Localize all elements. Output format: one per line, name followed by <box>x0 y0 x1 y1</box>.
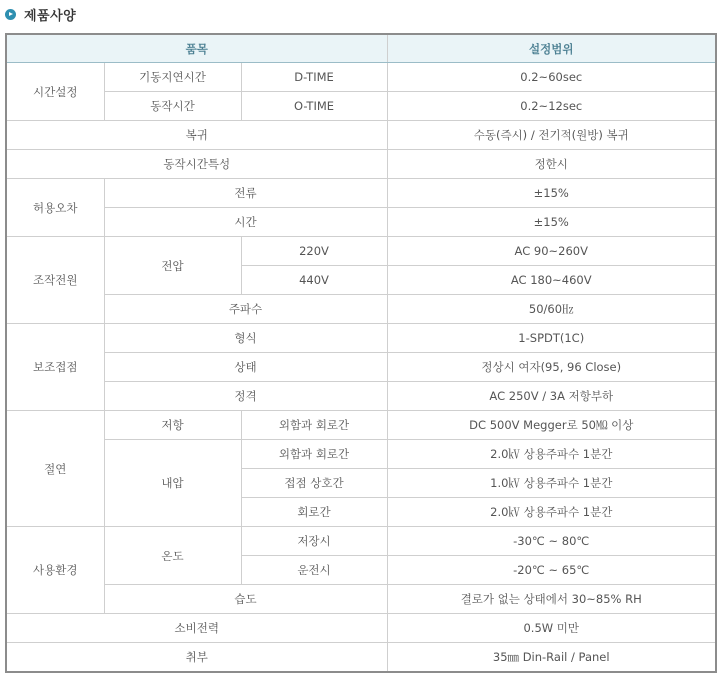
frequency-name: 주파수 <box>104 295 387 324</box>
table-row <box>6 237 716 266</box>
table-header-row <box>6 34 716 63</box>
table-row <box>6 324 716 353</box>
time-setting-label: 시간설정 <box>6 63 104 121</box>
header-range: 설정범위 <box>387 34 716 63</box>
tolerance-time-value: ±15% <box>387 208 716 237</box>
table-row <box>6 440 716 469</box>
withstand-contact-sub: 접점 상호간 <box>241 469 387 498</box>
operate-time-name: 동작시간 <box>104 92 241 121</box>
frequency-value: 50/60㎐ <box>387 295 716 324</box>
reset-value: 수동(즉시) / 전기적(원방) 복귀 <box>387 121 716 150</box>
aux-rating-name: 정격 <box>104 382 387 411</box>
reset-label: 복귀 <box>6 121 387 150</box>
power-consumption-label: 소비전력 <box>6 614 387 643</box>
voltage-220-name: 220V <box>241 237 387 266</box>
aux-contact-label: 보조접점 <box>6 324 104 411</box>
delay-time-name: 기동지연시간 <box>104 63 241 92</box>
mounting-value: 35㎜ Din-Rail / Panel <box>387 643 716 673</box>
table-row <box>6 121 716 150</box>
operating-characteristic-value: 정한시 <box>387 150 716 179</box>
environment-label: 사용환경 <box>6 527 104 614</box>
withstand-name: 내압 <box>104 440 241 527</box>
tolerance-current-name: 전류 <box>104 179 387 208</box>
header-item: 품목 <box>6 34 387 63</box>
insulation-resistance-value: DC 500V Megger로 50㏁ 이상 <box>387 411 716 440</box>
aux-state-name: 상태 <box>104 353 387 382</box>
table-row <box>6 411 716 440</box>
voltage-440-value: AC 180~460V <box>387 266 716 295</box>
tolerance-time-name: 시간 <box>104 208 387 237</box>
circle-arrow-icon <box>5 9 16 20</box>
storage-value: -30℃ ~ 80℃ <box>387 527 716 556</box>
table-row <box>6 643 716 673</box>
section-heading <box>5 4 76 24</box>
power-consumption-value: 0.5W 미만 <box>387 614 716 643</box>
mounting-label: 취부 <box>6 643 387 673</box>
aux-rating-value: AC 250V / 3A 저항부하 <box>387 382 716 411</box>
humidity-name: 습도 <box>104 585 387 614</box>
section-title: 제품사양 <box>24 8 77 24</box>
aux-state-value: 정상시 여자(95, 96 Close) <box>387 353 716 382</box>
temperature-label: 온도 <box>104 527 241 585</box>
delay-time-code: D-TIME <box>241 63 387 92</box>
tolerance-current-value: ±15% <box>387 179 716 208</box>
aux-type-value: 1-SPDT(1C) <box>387 324 716 353</box>
humidity-value: 결로가 없는 상태에서 30~85% RH <box>387 585 716 614</box>
operating-value: -20℃ ~ 65℃ <box>387 556 716 585</box>
table-row <box>6 295 716 324</box>
withstand-case-sub: 외함과 회로간 <box>241 440 387 469</box>
operating-characteristic-label: 동작시간특성 <box>6 150 387 179</box>
operate-time-code: O-TIME <box>241 92 387 121</box>
withstand-circuit-sub: 회로간 <box>241 498 387 527</box>
insulation-resistance-name: 저항 <box>104 411 241 440</box>
table-row <box>6 179 716 208</box>
voltage-440-name: 440V <box>241 266 387 295</box>
operating-name: 운전시 <box>241 556 387 585</box>
table-row <box>6 527 716 556</box>
delay-time-value: 0.2~60sec <box>387 63 716 92</box>
aux-type-name: 형식 <box>104 324 387 353</box>
table-row <box>6 150 716 179</box>
table-row <box>6 208 716 237</box>
table-row <box>6 585 716 614</box>
withstand-case-value: 2.0㎸ 상용주파수 1분간 <box>387 440 716 469</box>
control-power-label: 조작전원 <box>6 237 104 324</box>
voltage-220-value: AC 90~260V <box>387 237 716 266</box>
withstand-contact-value: 1.0㎸ 상용주파수 1분간 <box>387 469 716 498</box>
insulation-resistance-sub: 외함과 회로간 <box>241 411 387 440</box>
table-row <box>6 614 716 643</box>
table-row <box>6 382 716 411</box>
table-row <box>6 353 716 382</box>
table-row <box>6 92 716 121</box>
withstand-circuit-value: 2.0㎸ 상용주파수 1분간 <box>387 498 716 527</box>
table-row <box>6 63 716 92</box>
operate-time-value: 0.2~12sec <box>387 92 716 121</box>
voltage-label: 전압 <box>104 237 241 295</box>
storage-name: 저장시 <box>241 527 387 556</box>
insulation-label: 절연 <box>6 411 104 527</box>
tolerance-label: 허용오차 <box>6 179 104 237</box>
spec-table <box>5 33 717 673</box>
